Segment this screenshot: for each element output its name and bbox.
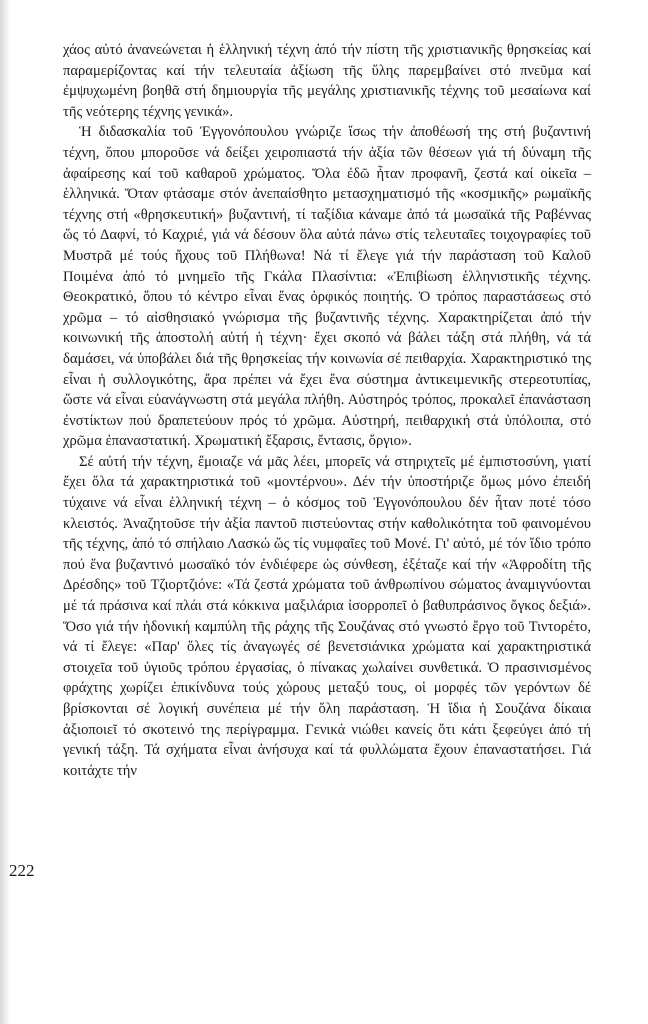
body-text (63, 40, 591, 781)
paragraph: Ἡ διδασκαλία τοῦ Ἐγγονόπουλου γνώριζε ἴσως τήν ἀποθέωσή της στή βυζαντινή τέχνη, ὅπου μποροῦσε νά δείξει χειροπιαστά τήν ἀξία τῶν θέσεων γιά τή δύναμη τῆς ἀφαίρεσης καί τοῦ καθαροῦ χρώματος. Ὅλα ἐδῶ ἦταν προφανῆ, ζεστά καί οἰκεῖα – ἑλληνικά. Ὅταν φτάσαμε στόν ἀνεπαίσθητο μετασχηματισμό τῆς «κοσμικῆς» ρωμαϊκῆς τέχνης στή «θρησκευτική» βυζαντινή, τί ταξίδια κάναμε ἀπό τά μωσαϊκά τῆς Ραβέννας ὥς τό Δαφνί, τό Καχριέ, γιά νά δέσουν ὅλα αὐτά πάνω στίς τελευταῖες τοιχογραφίες τοῦ Μυστρᾶ μέ τούς ἤχους τοῦ Πλήθωνα! Νά τί ἔλεγε γιά τήν παράσταση τοῦ Καλοῦ Ποιμένα ἀπό τό μνημεῖο τῆς Γκάλα Πλασίντια: «Ἐπιβίωση ἑλληνιστικῆς τέχνης. Θεοκρατικό, ὅπου τό κέντρο εἶναι ἕνας ὀρφικός ποιητής. Ὁ τρόπος παραστάσεως στό χρῶμα – τό αἰσθησιακό γνώρισμα τῆς βυζαντινῆς τέχνης. Χαρακτηρίζεται ἀπό τήν κοινωνική τῆς ἀποστολή αὐτή ἡ τέχνη· ἔχει σκοπό νά βάλει τάξη στά πλήθη, νά τά δαμάσει, νά ὑποβάλει διά τῆς θρησκείας τήν κοινωνία σέ πειθαρχία. Χαρακτηριστικό της εἶναι ἡ συλλογικότης, ἄρα πρέπει νά ἔχει ἕνα σύστημα ἀντικειμενικῆς στερεοτυπίας, ὥστε νά εἶναι εὐανάγνωστη στά μεγάλα πλήθη. Αὐστηρός τρόπος, προκαλεῖ ἐπανάσταση ἐνστίκτων πού δραπετεύουν πρός τό χρῶμα. Αὐστηρή, πειθαρχική στά ὑπόλοιπα, στό χρῶμα ἐπαναστατική. Χρωματική ἔξαρσις, ἔντασις, ὄργιο». (63, 124, 591, 450)
paragraph: Σέ αὐτή τήν τέχνη, ἔμοιαζε νά μᾶς λέει, μπορεῖς νά στηριχτεῖς μέ ἐμπιστοσύνη, γιατί ἔχει ὅλα τά χαρακτηριστικά τοῦ «μοντέρνου». Δέν τήν ὑποστήριζε ὅμως μόνο ἐπειδή τύχαινε νά εἶναι ἑλληνική τέχνη – ὁ κόσμος τοῦ Ἐγγονόπουλου δέν ἦταν ποτέ τόσο κλειστός. Ἀναζητοῦσε τήν ἀξία παντοῦ πιστεύοντας στήν καθολικότητα τοῦ φαινομένου τῆς τέχνης, ἀπό τό σπήλαιο Λασκώ ὥς τίς νυμφαῖες τοῦ Μονέ. Γι' αὐτό, μέ τόν ἴδιο τρόπο πού ἕνα βυζαντινό μωσαϊκό τόν ἐνδιέφερε ὡς σύνθεση, ἐξέταζε καί τήν «Ἀφροδίτη τῆς Δρέσδης» τοῦ Τζιορτζιόνε: «Τά ζεστά χρώματα τοῦ ἀνθρωπίνου σώματος ἀναμιγνύονται μέ τά πράσινα καί πλάι στά κόκκινα μαξιλάρια ἰσορροπεῖ ὁ βαθυπράσινος ὄγκος δεξιά». Ὅσο γιά τήν ἡδονική καμπύλη τῆς ράχης τῆς Σουζάνας στό γνωστό ἔργο τοῦ Τιντορέτο, νά τί ἔλεγε: «Παρ' ὅλες τίς ἀναγωγές σέ βενετσιάνικα χρώματα καί χαρακτηριστικά στοιχεῖα τοῦ ὑγιοῦς τρόπου ἐργασίας, ὁ πίνακας χωλαίνει συνθετικά. Ὁ πρασινισμένος φράχτης χωρίζει ἐπικίνδυνα τούς χώρους μεταξύ τους, οἱ μορφές τῶν γερόντων δέ βρίσκονται σέ λογική συνέπεια μέ τήν ὅλη παράσταση. Ἡ ἴδια ἡ Σουζάνα δίκαια ἀξιοποιεῖ τό σκοτεινό της περίγραμμα. Γενικά νιώθει κανείς ὅτι κάτι ξεφεύγει ἀπό τή γενική τάξη. Τά σχήματα εἶναι ἀνήσυχα καί τά φυλλώματα ἔχουν ἐπαναστατήσει. Γιά κοιτάχτε τήν (63, 453, 591, 779)
paragraph-continuation: χάος αὐτό ἀνανεώνεται ἡ ἑλληνική τέχνη ἀπό τήν πίστη τῆς χριστιανικῆς θρησκείας καί παραμερίζοντας καί τήν τελευταία ἀξίωση τῆς ὕλης παρεμβαίνει στό πνεῦμα καί ἐμψυχωμένη βοηθᾶ στή δημιουργία τῆς μεγάλης χριστιανικῆς τέχνης τοῦ μεσαίωνα καί τῆς νεότερης τέχνης γενικά». (63, 42, 591, 120)
page-number: 222 (9, 861, 35, 880)
